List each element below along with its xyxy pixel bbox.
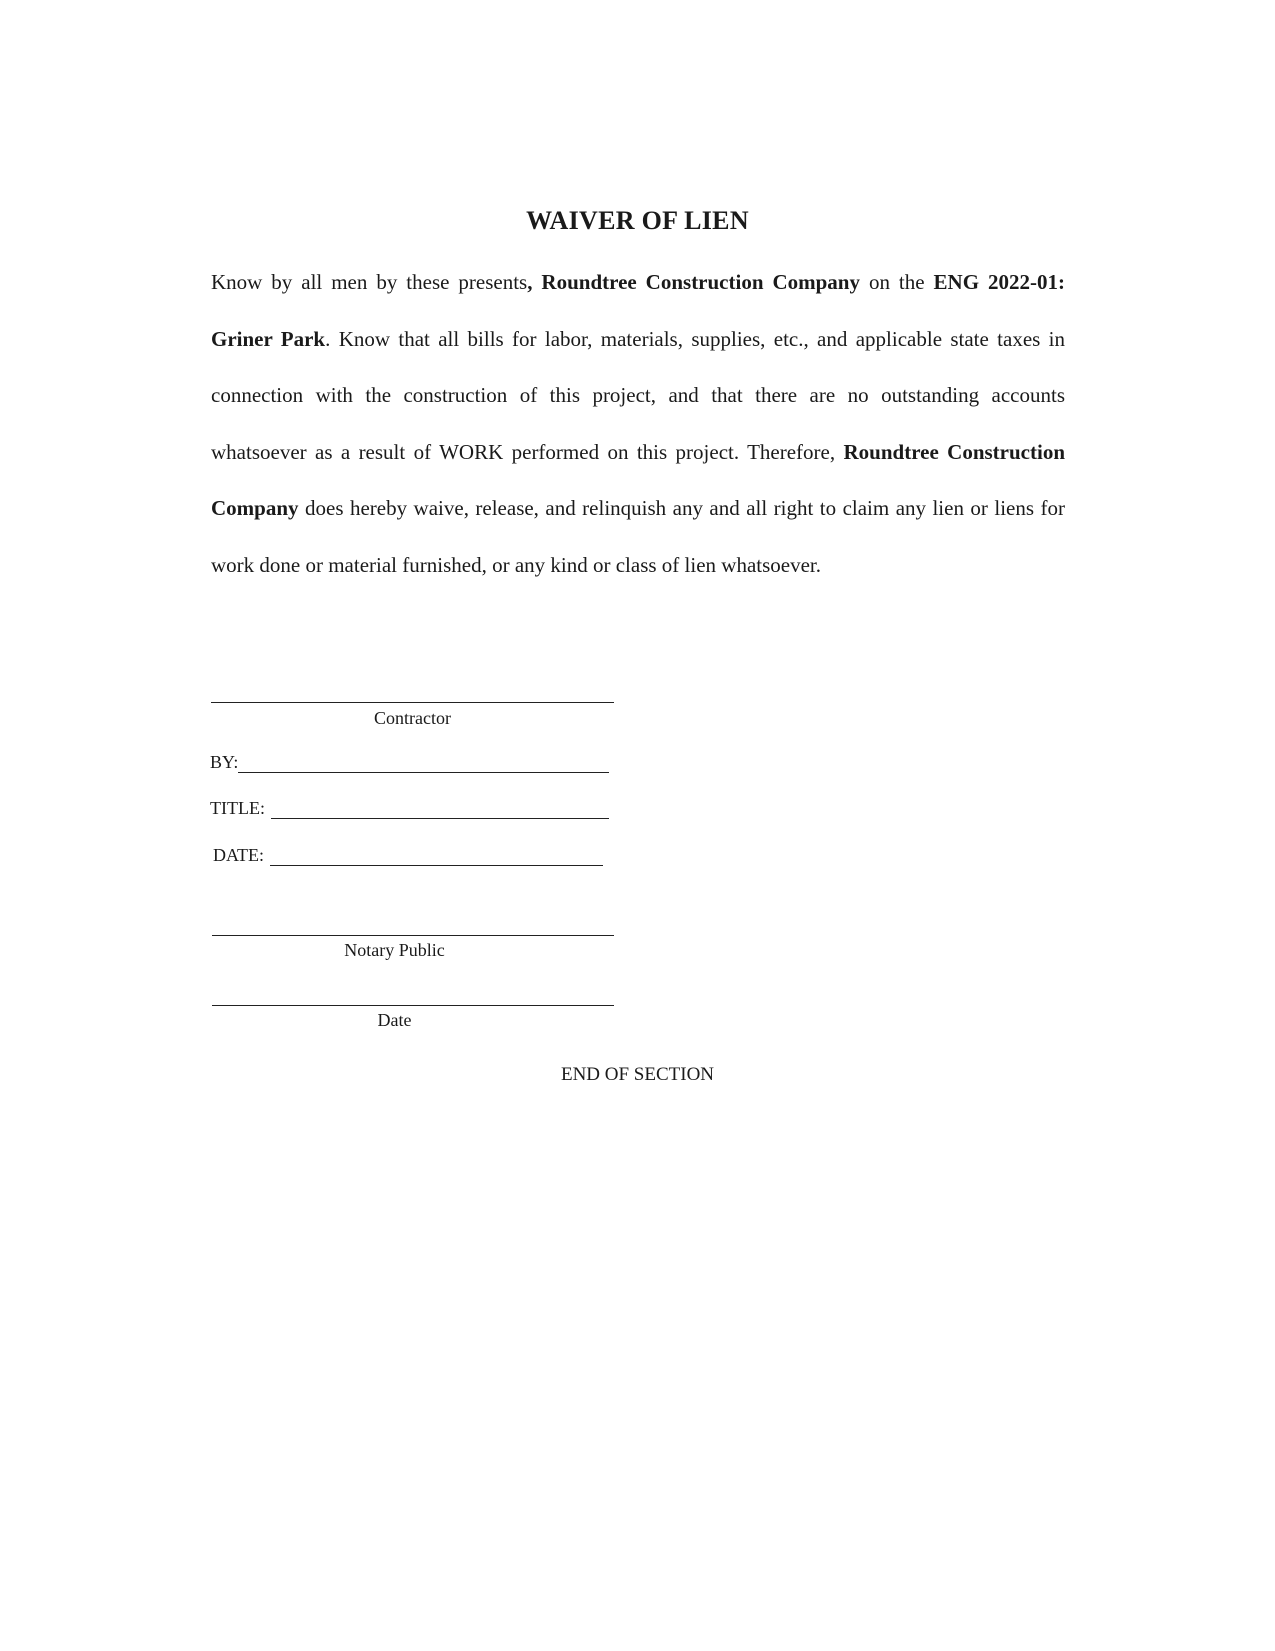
paragraph-text-4: does hereby waive, release, and relinquish any and all right to claim any lien or liens for work done or material furnished, or any kind or class of lien whatsoever. [211, 496, 1065, 577]
contractor-name-repeat: Roundtree Construction Company [211, 439, 1065, 520]
end-of-section: END OF SECTION [560, 1064, 715, 1085]
waiver-paragraph [211, 254, 1065, 593]
date-field[interactable] [213, 845, 603, 866]
title-field[interactable] [210, 798, 609, 819]
notary-date-line[interactable] [212, 1005, 614, 1006]
notary-date-label: Date [377, 1010, 412, 1030]
contractor-name: , Roundtree Construction Company [527, 270, 860, 294]
notary-signature-line[interactable] [212, 935, 614, 936]
title-label: TITLE: [210, 798, 265, 818]
by-field[interactable] [210, 752, 609, 773]
paragraph-text-2: on the [860, 270, 934, 294]
paragraph-text-3: . Know that all bills for labor, materials, supplies, etc., and applicable state taxes in connection with the construction of this project, and that there are no outstanding accounts whatsoever as a result of WORK performed on this project. Therefore, [211, 326, 1065, 464]
by-label: BY: [210, 752, 239, 772]
date-label: DATE: [213, 845, 264, 865]
contractor-signature-line[interactable] [211, 702, 614, 703]
notary-public-label: Notary Public [344, 940, 445, 960]
paragraph-text-1: Know by all men by these presents [211, 270, 528, 294]
date-line[interactable] [270, 847, 603, 866]
title-line[interactable] [271, 800, 609, 819]
contractor-label: Contractor [374, 708, 451, 728]
project-name: ENG 2022-01: Griner Park [211, 270, 1066, 351]
document-title: WAIVER OF LIEN [526, 206, 749, 235]
by-line[interactable] [238, 754, 609, 773]
